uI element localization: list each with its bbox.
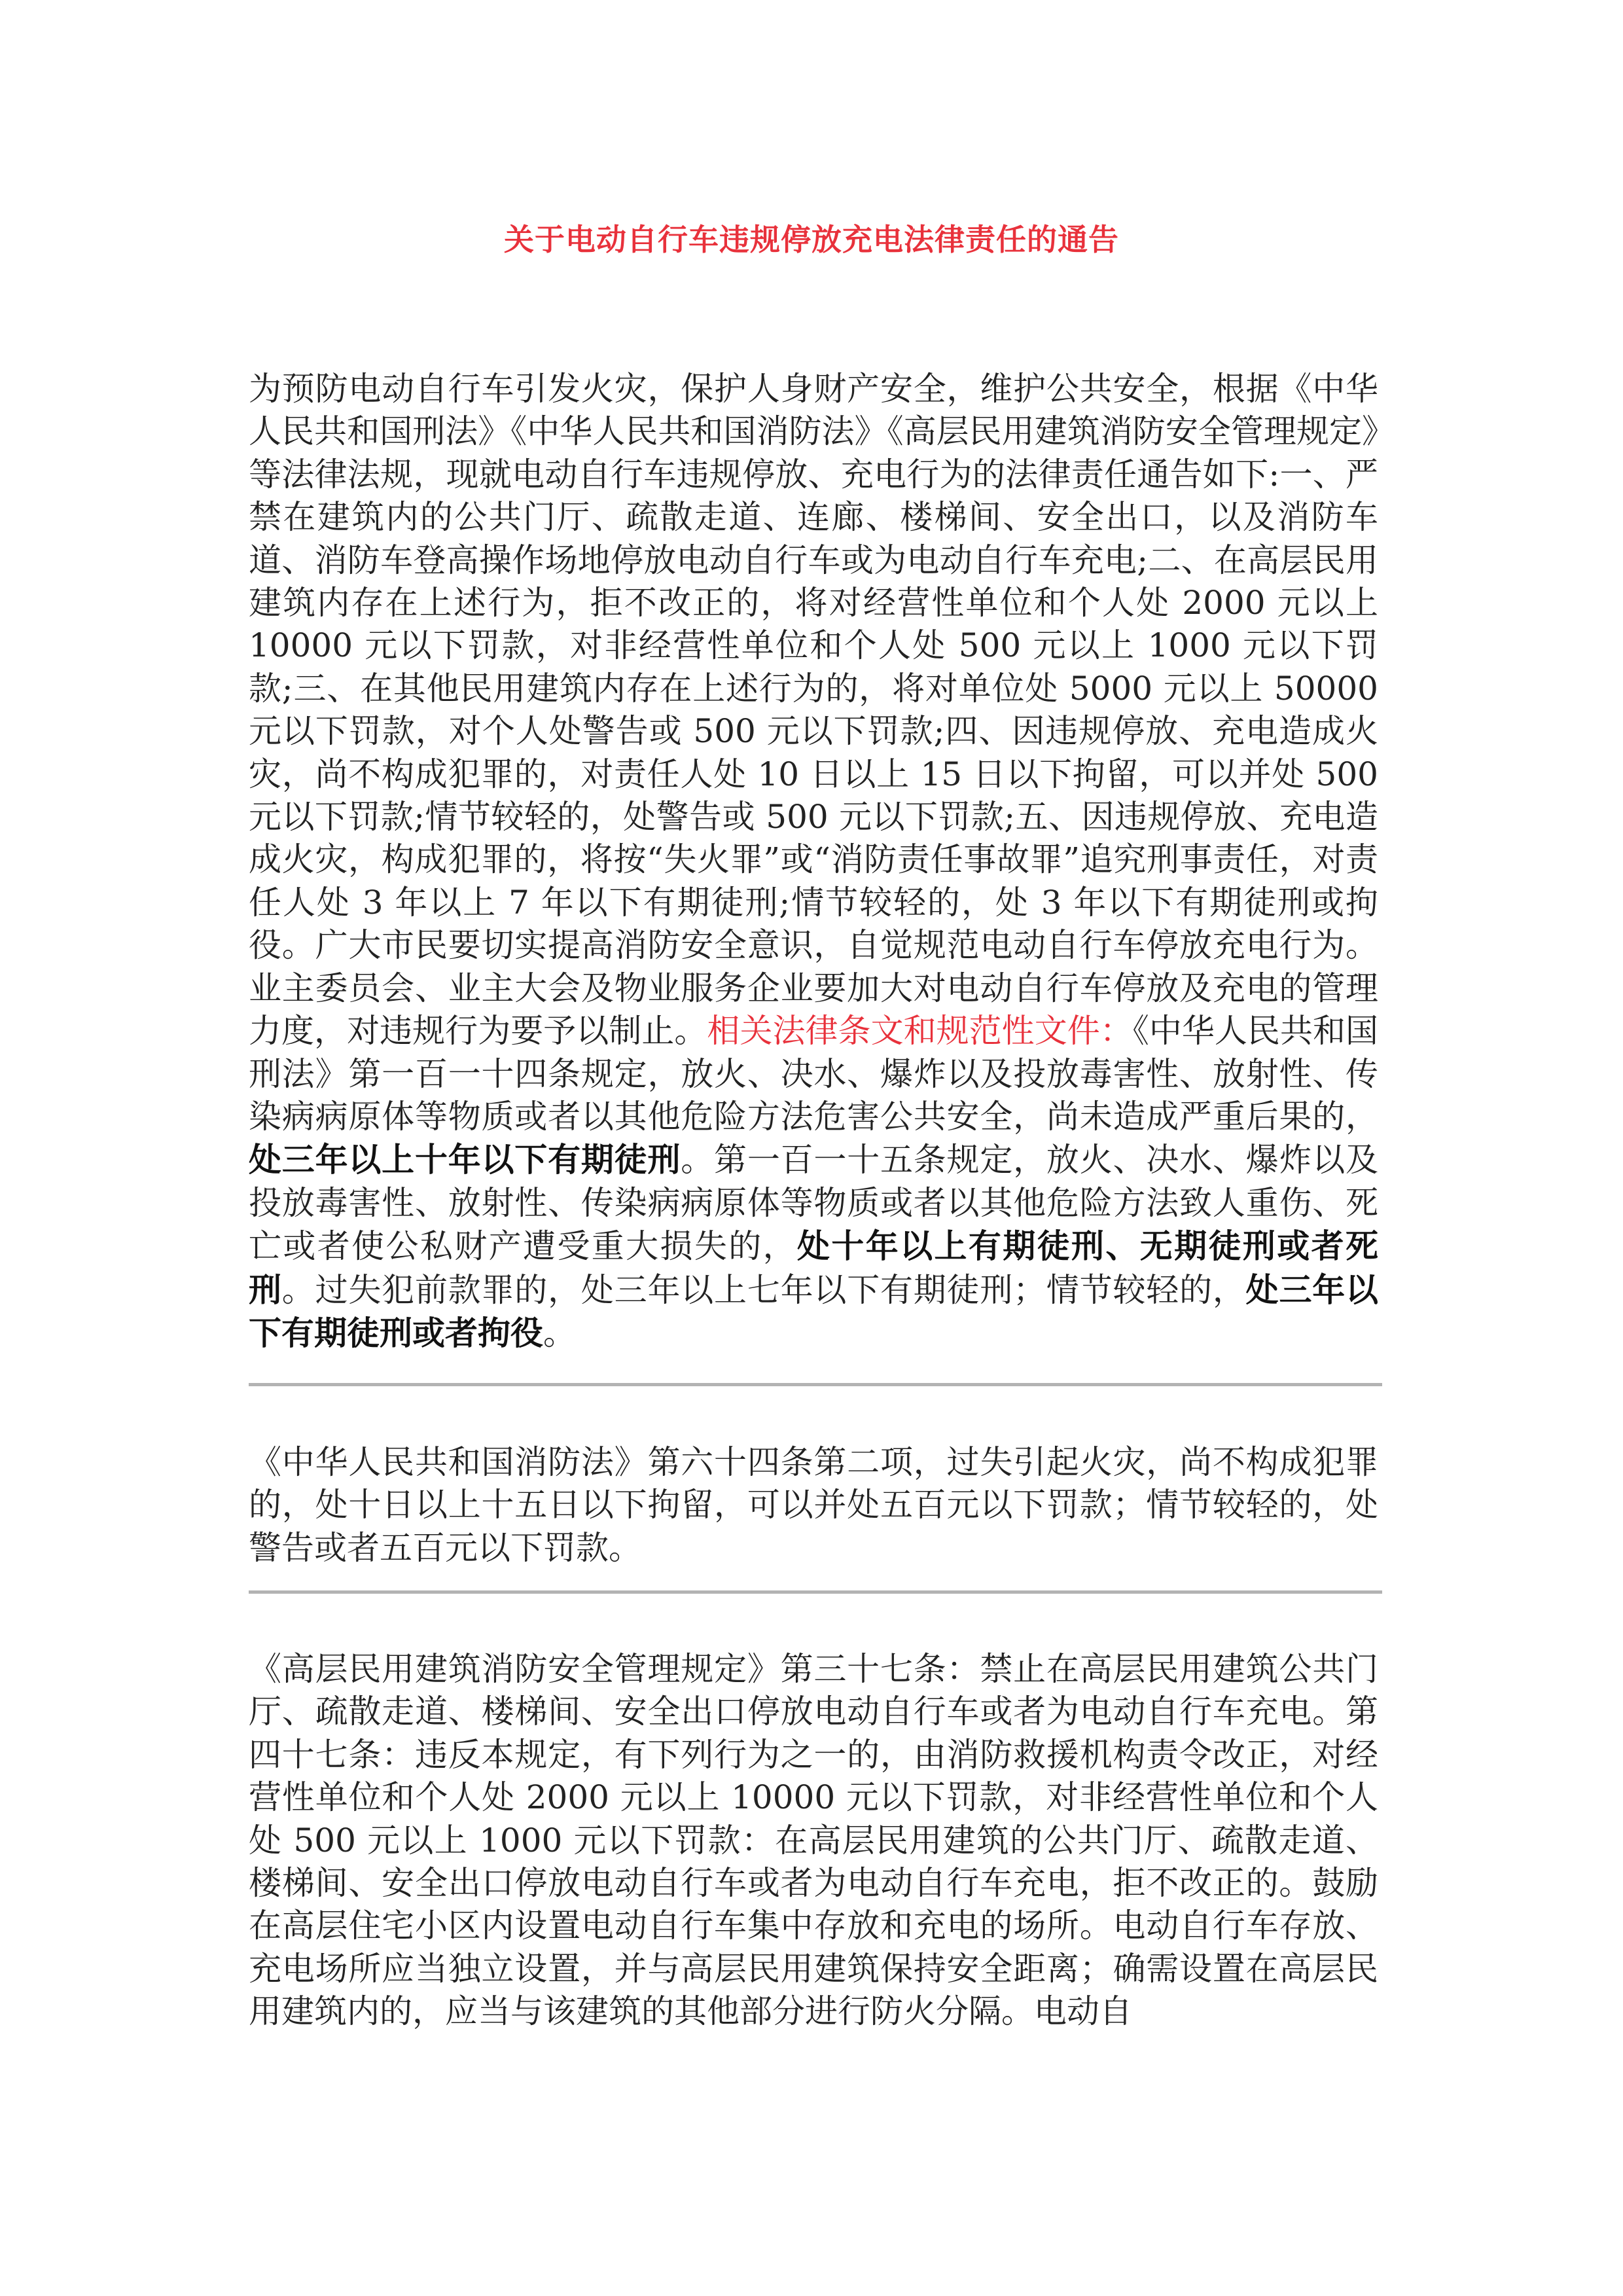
section-divider-1 (249, 1383, 1382, 1386)
notice-intro-text: 为预防电动自行车引发火灾，保护人身财产安全，维护公共安全，根据《中华人民共和国刑法》《中华人民共和国消防法》《高层民用建筑消防安全管理规定》等法律法规，现就电动自行车违规停放、充电行为的法律责任通告如下:一、严禁在建筑内的公共门厅、疏散走道、连廊、楼梯间、安全出口，以及消防车道、消防车登高操作场地停放电动自行车或为电动自行车充电;二、在高层民用建筑内存在上述行为，拒不改正的，将对经营性单位和个人处 2000 元以上 10000 元以下罚款，对非经营性单位和个人处 500 元以上 1000 元以下罚款;三、在其他民用建筑内存在上述行为的，将对单位处 5000 元以上 50000 元以下罚款，对个人处警告或 500 元以下罚款;四、因违规停放、充电造成火灾，尚不构成犯罪的，对责任人处 10 日以上 15 日以下拘留，可以并处 500 元以下罚款;情节较轻的，处警告或 500 元以下罚款;五、因违规停放、充电造成火灾，构成犯罪的，将按“失火罪”或“消防责任事故罪”追究刑事责任，对责任人处 3 年以上 7 年以下有期徒刑;情节较轻的，处 3 年以下有期徒刑或拘役。广大市民要切实提高消防安全意识，自觉规范电动自行车停放充电行为。业主委员会、业主大会及物业服务企业要加大对电动自行车停放及充电的管理力度，对违规行为要予以制止。 (249, 370, 1378, 1050)
penalty-bold-1: 处三年以上十年以下有期徒刑 (249, 1140, 681, 1179)
related-laws-heading: 相关法律条文和规范性文件： (707, 1012, 1133, 1050)
document-title: 关于电动自行车违规停放充电法律责任的通告 (504, 222, 1119, 257)
criminal-law-text-2: 。第一百一十五条规定，放火、决水、爆炸以及投放毒害性、放射性、传染病病原体等物质或者以其他危险方法致人重伤、死亡或者使公私财产遭受重大损失的， (249, 1141, 1379, 1266)
criminal-law-text-1: 《中华人民共和国刑法》第一百一十四条规定，放火、决水、爆炸以及投放毒害性、放射性、传染病病原体等物质或者以其他危险方法危害公共安全，尚未造成严重后果的， (249, 1012, 1379, 1136)
criminal-law-text-3: 。过失犯前款罪的，处三年以上七年以下有期徒刑；情节较轻的， (281, 1270, 1246, 1309)
notice-body-paragraph (249, 368, 1378, 1355)
criminal-law-text-4: 。 (543, 1314, 576, 1352)
penalty-bold-2: 处十年以上有期徒刑、无期徒刑或者死刑 (249, 1227, 1378, 1309)
penalty-bold-3: 处三年以下有期徒刑或者拘役 (249, 1270, 1379, 1352)
high-rise-regulation-paragraph: 《高层民用建筑消防安全管理规定》第三十七条：禁止在高层民用建筑公共门厅、疏散走道、楼梯间、安全出口停放电动自行车或者为电动自行车充电。第四十七条：违反本规定，有下列行为之一的，由消防救援机构责令改正，对经营性单位和个人处 2000 元以上 10000 元以下罚款，对非经营性单位和个人处 500 元以上 1000 元以下罚款：在高层民用建筑的公共门厅、疏散走道、楼梯间、安全出口停放电动自行车或者为电动自行车充电，拒不改正的。鼓励在高层住宅小区内设置电动自行车集中存放和充电的场所。电动自行车存放、充电场所应当独立设置，并与高层民用建筑保持安全距离；确需设置在高层民用建筑内的，应当与该建筑的其他部分进行防火分隔。电动自 (249, 1650, 1378, 2031)
section-divider-2 (249, 1590, 1382, 1594)
fire-protection-law-paragraph: 《中华人民共和国消防法》第六十四条第二项，过失引起火灾，尚不构成犯罪的，处十日以上十五日以下拘留，可以并处五百元以下罚款；情节较轻的，处警告或者五百元以下罚款。 (249, 1443, 1378, 1567)
